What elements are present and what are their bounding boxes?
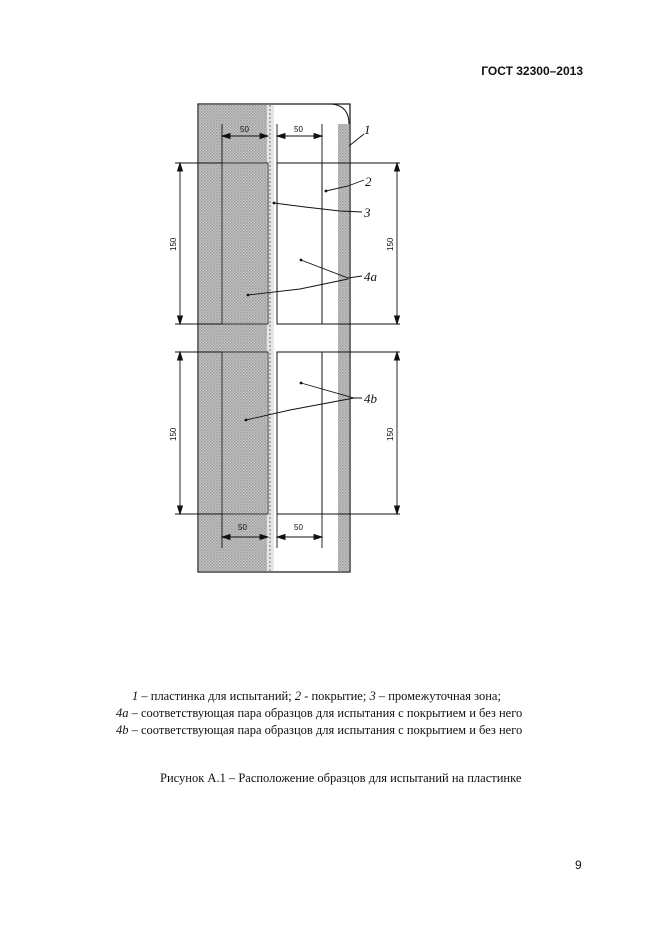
dim-lower-right-height: 150 [386,427,395,441]
callout-plate: 1 [364,122,371,137]
specimen-4b-uncoated [277,352,322,514]
dim-upper-left-height: 150 [169,237,178,251]
legend-line-1: 1 – пластинка для испытаний; 2 - покрытие; 3 – промежуточная зона; [132,689,501,703]
coating-area [199,105,267,571]
dim-top-right-width: 50 [294,125,303,134]
callout-intermediate-zone: 3 [364,205,371,220]
callout-pair-a: 4a [364,269,377,284]
figure-caption: Рисунок А.1 – Расположение образцов для испытаний на пластинке [160,771,522,785]
dim-top-left-width: 50 [240,125,249,134]
dim-bottom-left-width: 50 [238,523,247,532]
page-number: 9 [575,858,582,872]
callout-coating: 2 [365,174,372,189]
dim-bottom-right-width: 50 [294,523,303,532]
dim-upper-right-height: 150 [386,237,395,251]
plate-edge-strip [338,124,349,571]
legend-line-4b: 4b – соответствующая пара образцов для испытания с покрытием и без него [116,723,523,737]
dim-lower-left-height: 150 [169,427,178,441]
legend-line-4a: 4a – соответствующая пара образцов для испытания с покрытием и без него [116,706,523,720]
figure-legend [110,688,530,739]
specimen-4a-uncoated [277,163,322,324]
page-header: ГОСТ 32300–2013 [481,64,583,78]
callout-pair-b: 4b [364,391,377,406]
